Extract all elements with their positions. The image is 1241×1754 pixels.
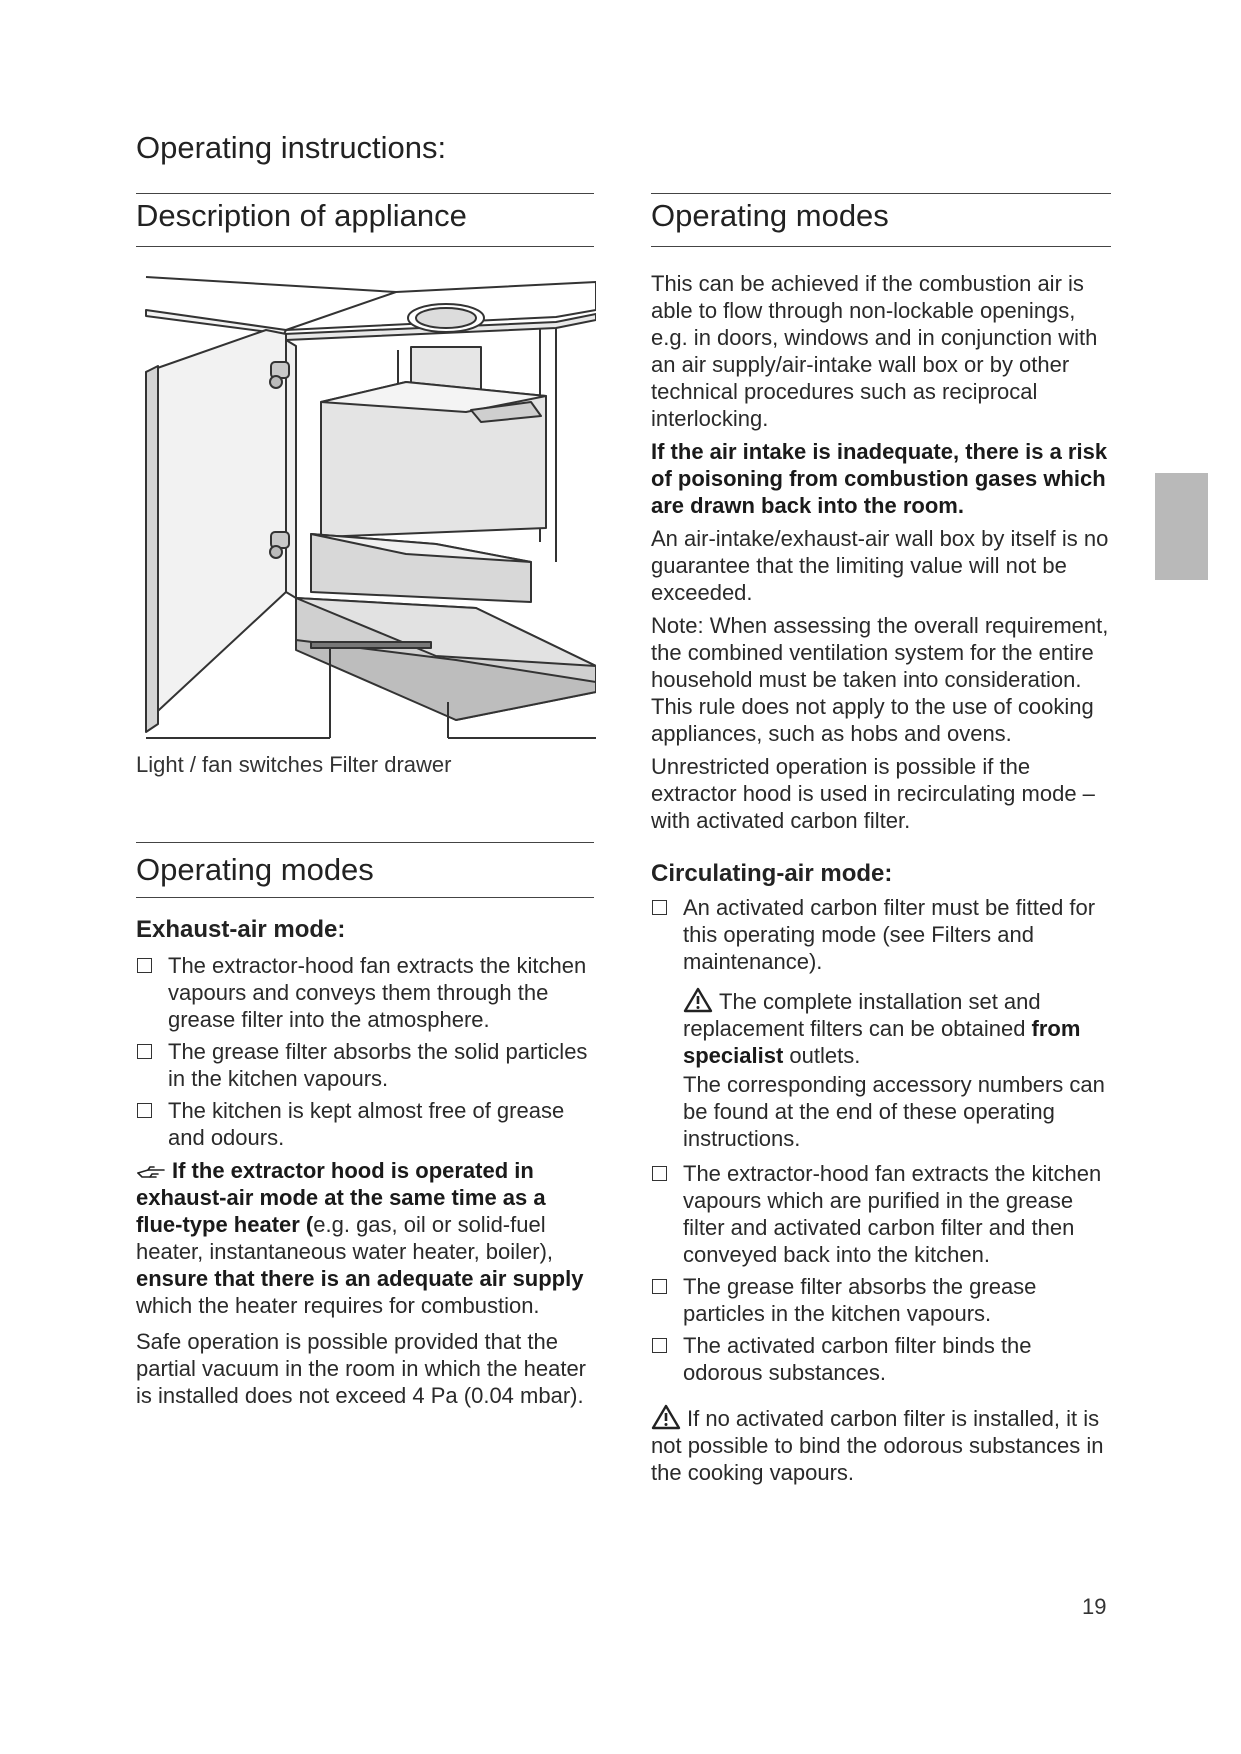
checkbox-square-icon: [652, 1338, 667, 1353]
checkbox-square-icon: [137, 958, 152, 973]
warning-triangle-icon: [651, 1404, 681, 1430]
flue-heater-note: If the extractor hood is operated in exhaust-air mode at the same time as a flue-type heater (e.g. gas, oil or solid-fuel heater, instantaneous water heater, boiler), ensure that there is an adequate air supply which the heater requires for combustion.: [136, 1158, 584, 1318]
exhaust-list: [136, 952, 594, 1151]
rule-top-left: [136, 193, 594, 194]
illustration-caption: Light / fan switches Filter drawer: [136, 752, 452, 777]
checkbox-square-icon: [137, 1044, 152, 1059]
circulating-list: [651, 894, 1111, 975]
list-item: The activated carbon filter binds the odorous substances.: [651, 1332, 1111, 1386]
list-item: The grease filter absorbs the solid particles in the kitchen vapours.: [136, 1038, 594, 1092]
page-title: Operating instructions:: [136, 130, 447, 165]
list-item: An activated carbon filter must be fitted for this operating mode (see Filters and maintenance).: [651, 894, 1111, 975]
rule-operating-modes-left-bottom: [136, 897, 594, 898]
checkbox-square-icon: [652, 1166, 667, 1181]
checkbox-square-icon: [652, 900, 667, 915]
rule-operating-modes-left-top: [136, 842, 594, 843]
exhaust-heading: Exhaust-air mode:: [136, 916, 346, 943]
final-warning: If no activated carbon filter is installed, it is not possible to bind the odorous substances in the cooking vapours.: [651, 1406, 1104, 1485]
warning-triangle-icon: [683, 987, 713, 1013]
rule-top-right: [651, 193, 1111, 194]
unrestricted-operation-text: Unrestricted operation is possible if the extractor hood is used in recirculating mode – with activated carbon filter.: [651, 754, 1095, 833]
appliance-illustration: [136, 262, 596, 752]
list-item: The kitchen is kept almost free of grease and odours.: [136, 1097, 594, 1151]
wall-box-text: An air-intake/exhaust-air wall box by itself is no guarantee that the limiting value will not be exceeded.: [651, 526, 1109, 605]
rule-under-operating-modes-right: [651, 246, 1111, 247]
circulating-heading: Circulating-air mode:: [651, 860, 893, 887]
safe-operation-text: Safe operation is possible provided that the partial vacuum in the room in which the heater is installed does not exceed 4 Pa (0.04 mbar).: [136, 1329, 587, 1408]
list-item: The extractor-hood fan extracts the kitchen vapours and conveys them through the grease filter into the atmosphere.: [136, 952, 594, 1033]
pointing-hand-icon: [136, 1164, 166, 1180]
page-number: 19: [1082, 1594, 1107, 1619]
checkbox-square-icon: [652, 1279, 667, 1294]
list-item: The extractor-hood fan extracts the kitchen vapours which are purified in the grease filter and activated carbon filter and then conveyed back into the kitchen.: [651, 1160, 1111, 1268]
combustion-air-text: This can be achieved if the combustion air is able to flow through non-lockable openings, e.g. in doors, windows and in conjunction with an air supply/air-intake wall box or by other technical procedures such as reciprocal interlocking.: [651, 271, 1098, 431]
operating-modes-heading-left: Operating modes: [136, 852, 374, 887]
accessory-numbers-note: The corresponding accessory numbers can be found at the end of these operating instructions.: [683, 1072, 1105, 1151]
installation-note: The complete installation set and replacement filters can be obtained from specialist outlets. The corresponding accessory numbers can be found at the end of these operating instructions.: [651, 987, 1111, 1152]
checkbox-square-icon: [137, 1103, 152, 1118]
circulating-list-more: [651, 1160, 1111, 1386]
poisoning-warning: If the air intake is inadequate, there is a risk of poisoning from combustion gases which are drawn back into the room.: [651, 439, 1108, 518]
ventilation-note: Note: When assessing the overall requirement, the combined ventilation system for the entire household must be taken into consideration. This rule does not apply to the use of cooking appliances, such as hobs and ovens.: [651, 613, 1109, 746]
rule-under-description: [136, 246, 594, 247]
right-column-body: [651, 270, 1111, 1486]
operating-modes-heading-right: Operating modes: [651, 198, 889, 233]
section-tab-marker: [1155, 473, 1208, 580]
list-item: The grease filter absorbs the grease particles in the kitchen vapours.: [651, 1273, 1111, 1327]
exhaust-section: [136, 916, 594, 1409]
description-heading: Description of appliance: [136, 198, 467, 233]
